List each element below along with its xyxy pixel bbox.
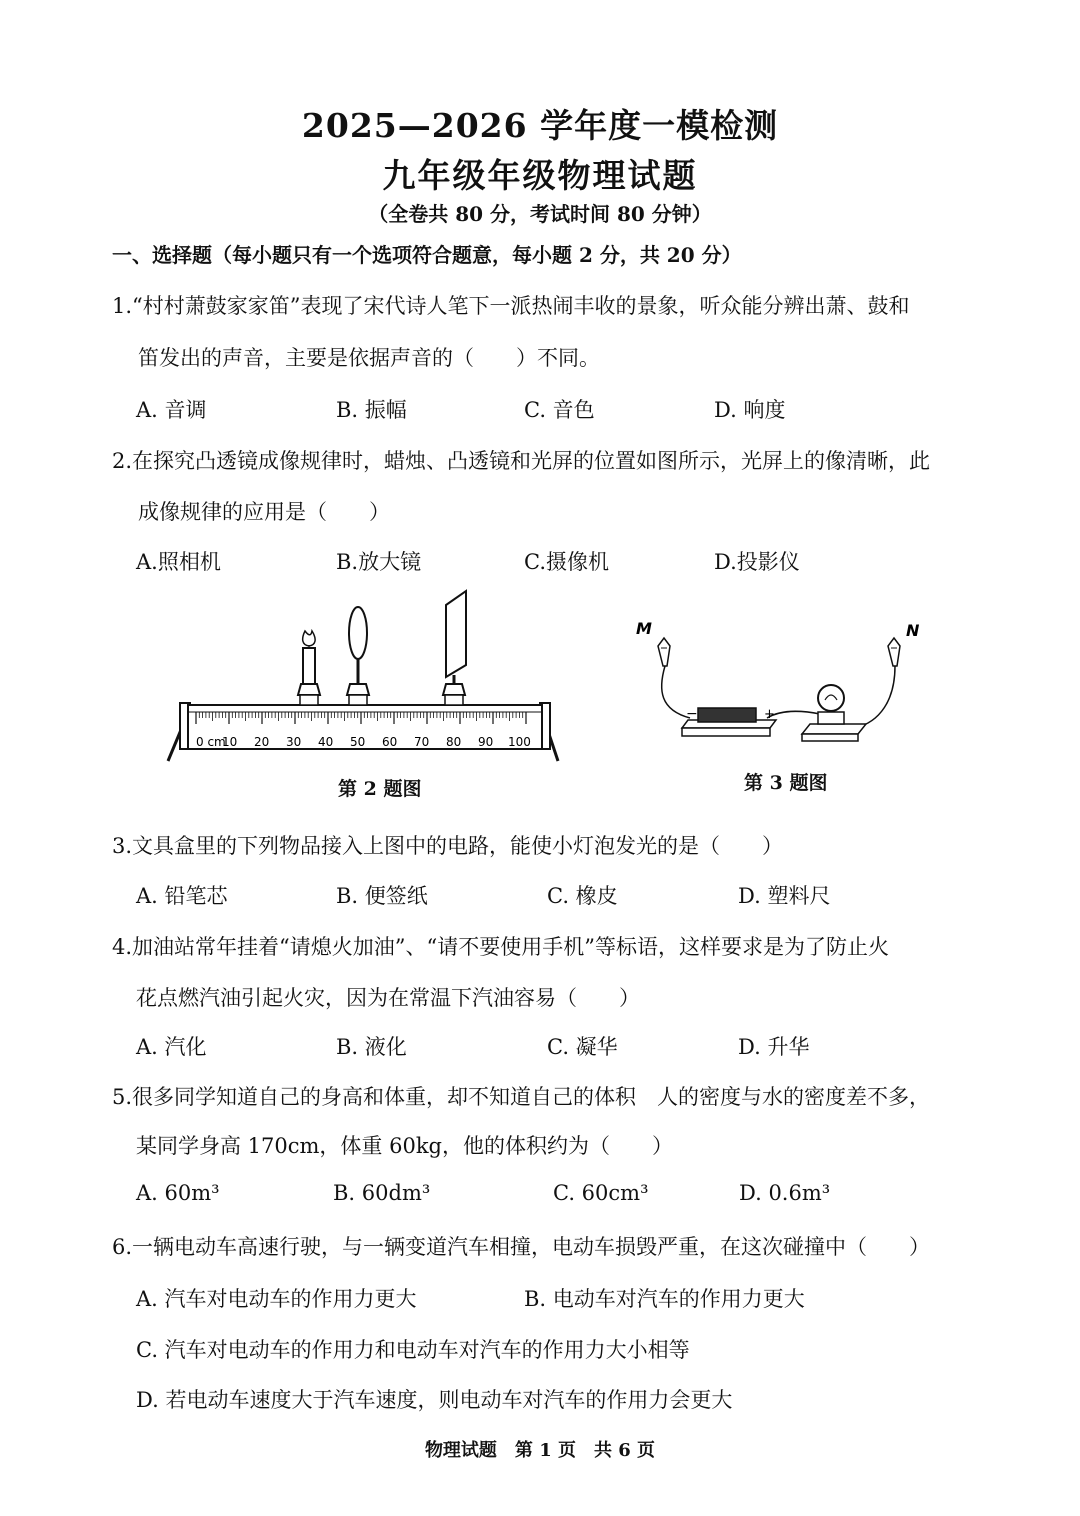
scale-label-40: 40 <box>318 735 334 749</box>
question-1-option-d: D. 响度 <box>714 398 786 422</box>
scale-label-70: 70 <box>414 735 430 749</box>
scale-label-20: 20 <box>254 735 270 749</box>
question-3-option-d: D. 塑料尺 <box>738 884 831 908</box>
question-1-option-c: C. 音色 <box>524 398 595 422</box>
question-5-line-2: 某同学身高 170cm，体重 60kg，他的体积约为（ ） <box>136 1134 673 1158</box>
scale-label-10: 10 <box>222 735 238 749</box>
alligator-clip-n <box>888 638 900 666</box>
alligator-clip-m <box>658 638 670 666</box>
question-2-line-1: 2.在探究凸透镜成像规律时，蜡烛、凸透镜和光屏的位置如图所示，光屏上的像清晰，此 <box>112 449 931 473</box>
question-4-line-1: 4.加油站常年挂着“请熄火加油”、“请不要使用手机”等标语，这样要求是为了防止火 <box>112 935 889 959</box>
question-5-option-d: D. 0.6m³ <box>739 1181 831 1205</box>
question-2-option-d: D.投影仪 <box>714 550 800 574</box>
wire-n <box>855 666 895 728</box>
question-1-line-2: 笛发出的声音，主要是依据声音的（ ）不同。 <box>138 346 600 370</box>
question-6-line-1: 6.一辆电动车高速行驶，与一辆变道汽车相撞，电动车损毁严重，在这次碰撞中（ ） <box>112 1235 931 1259</box>
question-5-option-b: B. 60dm³ <box>333 1181 431 1205</box>
question-5-option-c: C. 60cm³ <box>553 1181 649 1205</box>
page-subtitle: 九年级年级物理试题 <box>382 156 698 195</box>
page-footer: 物理试题 第 1 页 共 6 页 <box>424 1440 656 1461</box>
section-heading: 一、选择题（每小题只有一个选项符合题意，每小题 2 分，共 20 分） <box>112 243 742 267</box>
question-1-option-a: A. 音调 <box>136 398 207 422</box>
figure-2-optical-bench <box>160 585 560 765</box>
question-2-line-2: 成像规律的应用是（ ） <box>138 500 390 524</box>
convex-lens <box>347 607 369 705</box>
scale-label-60: 60 <box>382 735 398 749</box>
exam-note: （全卷共 80 分，考试时间 80 分钟） <box>368 202 712 226</box>
question-3-line-1: 3.文具盒里的下列物品接入上图中的电路，能使小灯泡发光的是（ ） <box>112 834 784 858</box>
battery-minus-sign: − <box>686 706 698 722</box>
question-5-line-1: 5.很多同学知道自己的身高和体重，却不知道自己的体积 人的密度与水的密度差不多， <box>112 1085 931 1109</box>
question-6-option-b: B. 电动车对汽车的作用力更大 <box>524 1287 805 1311</box>
question-3-option-a: A. 铅笔芯 <box>136 884 228 908</box>
scale-label-50: 50 <box>350 735 366 749</box>
question-4-option-a: A. 汽化 <box>136 1035 207 1059</box>
wire-middle <box>767 711 820 718</box>
clip-label-m: M <box>636 619 652 638</box>
light-screen <box>443 591 466 705</box>
question-1-line-1: 1.“村村萧鼓家家笛”表现了宋代诗人笔下一派热闹丰收的景象，听众能分辨出萧、鼓和 <box>112 294 910 318</box>
figure-3-circuit <box>630 610 950 750</box>
question-5-option-a: A. 60m³ <box>136 1181 220 1205</box>
battery-plus-sign: + <box>764 707 775 722</box>
question-4-option-d: D. 升华 <box>738 1035 810 1059</box>
question-3-option-b: B. 便签纸 <box>336 884 428 908</box>
question-2-option-c: C.摄像机 <box>524 550 609 574</box>
question-1-option-b: B. 振幅 <box>336 398 407 422</box>
scale-label-90: 90 <box>478 735 494 749</box>
scale-label-100: 100 <box>508 735 531 749</box>
scale-label-0: 0 cm <box>196 735 226 749</box>
figure-2-caption: 第 2 题图 <box>338 778 422 800</box>
figure-3-caption: 第 3 题图 <box>744 772 828 794</box>
battery <box>682 706 776 736</box>
question-4-option-b: B. 液化 <box>336 1035 407 1059</box>
question-4-option-c: C. 凝华 <box>547 1035 618 1059</box>
scale-label-80: 80 <box>446 735 462 749</box>
scale-label-30: 30 <box>286 735 302 749</box>
question-2-option-a: A.照相机 <box>136 550 221 574</box>
question-2-option-b: B.放大镜 <box>336 550 422 574</box>
question-6-option-c: C. 汽车对电动车的作用力和电动车对汽车的作用力大小相等 <box>136 1338 690 1362</box>
clip-label-n: N <box>906 621 920 640</box>
page-title: 2025—2026 学年度一模检测 <box>301 106 779 145</box>
question-4-line-2: 花点燃汽油引起火灾，因为在常温下汽油容易（ ） <box>136 986 640 1010</box>
question-6-option-d: D. 若电动车速度大于汽车速度，则电动车对汽车的作用力会更大 <box>136 1388 733 1412</box>
candle <box>298 631 320 705</box>
question-6-option-a: A. 汽车对电动车的作用力更大 <box>136 1287 417 1311</box>
question-3-option-c: C. 橡皮 <box>547 884 618 908</box>
